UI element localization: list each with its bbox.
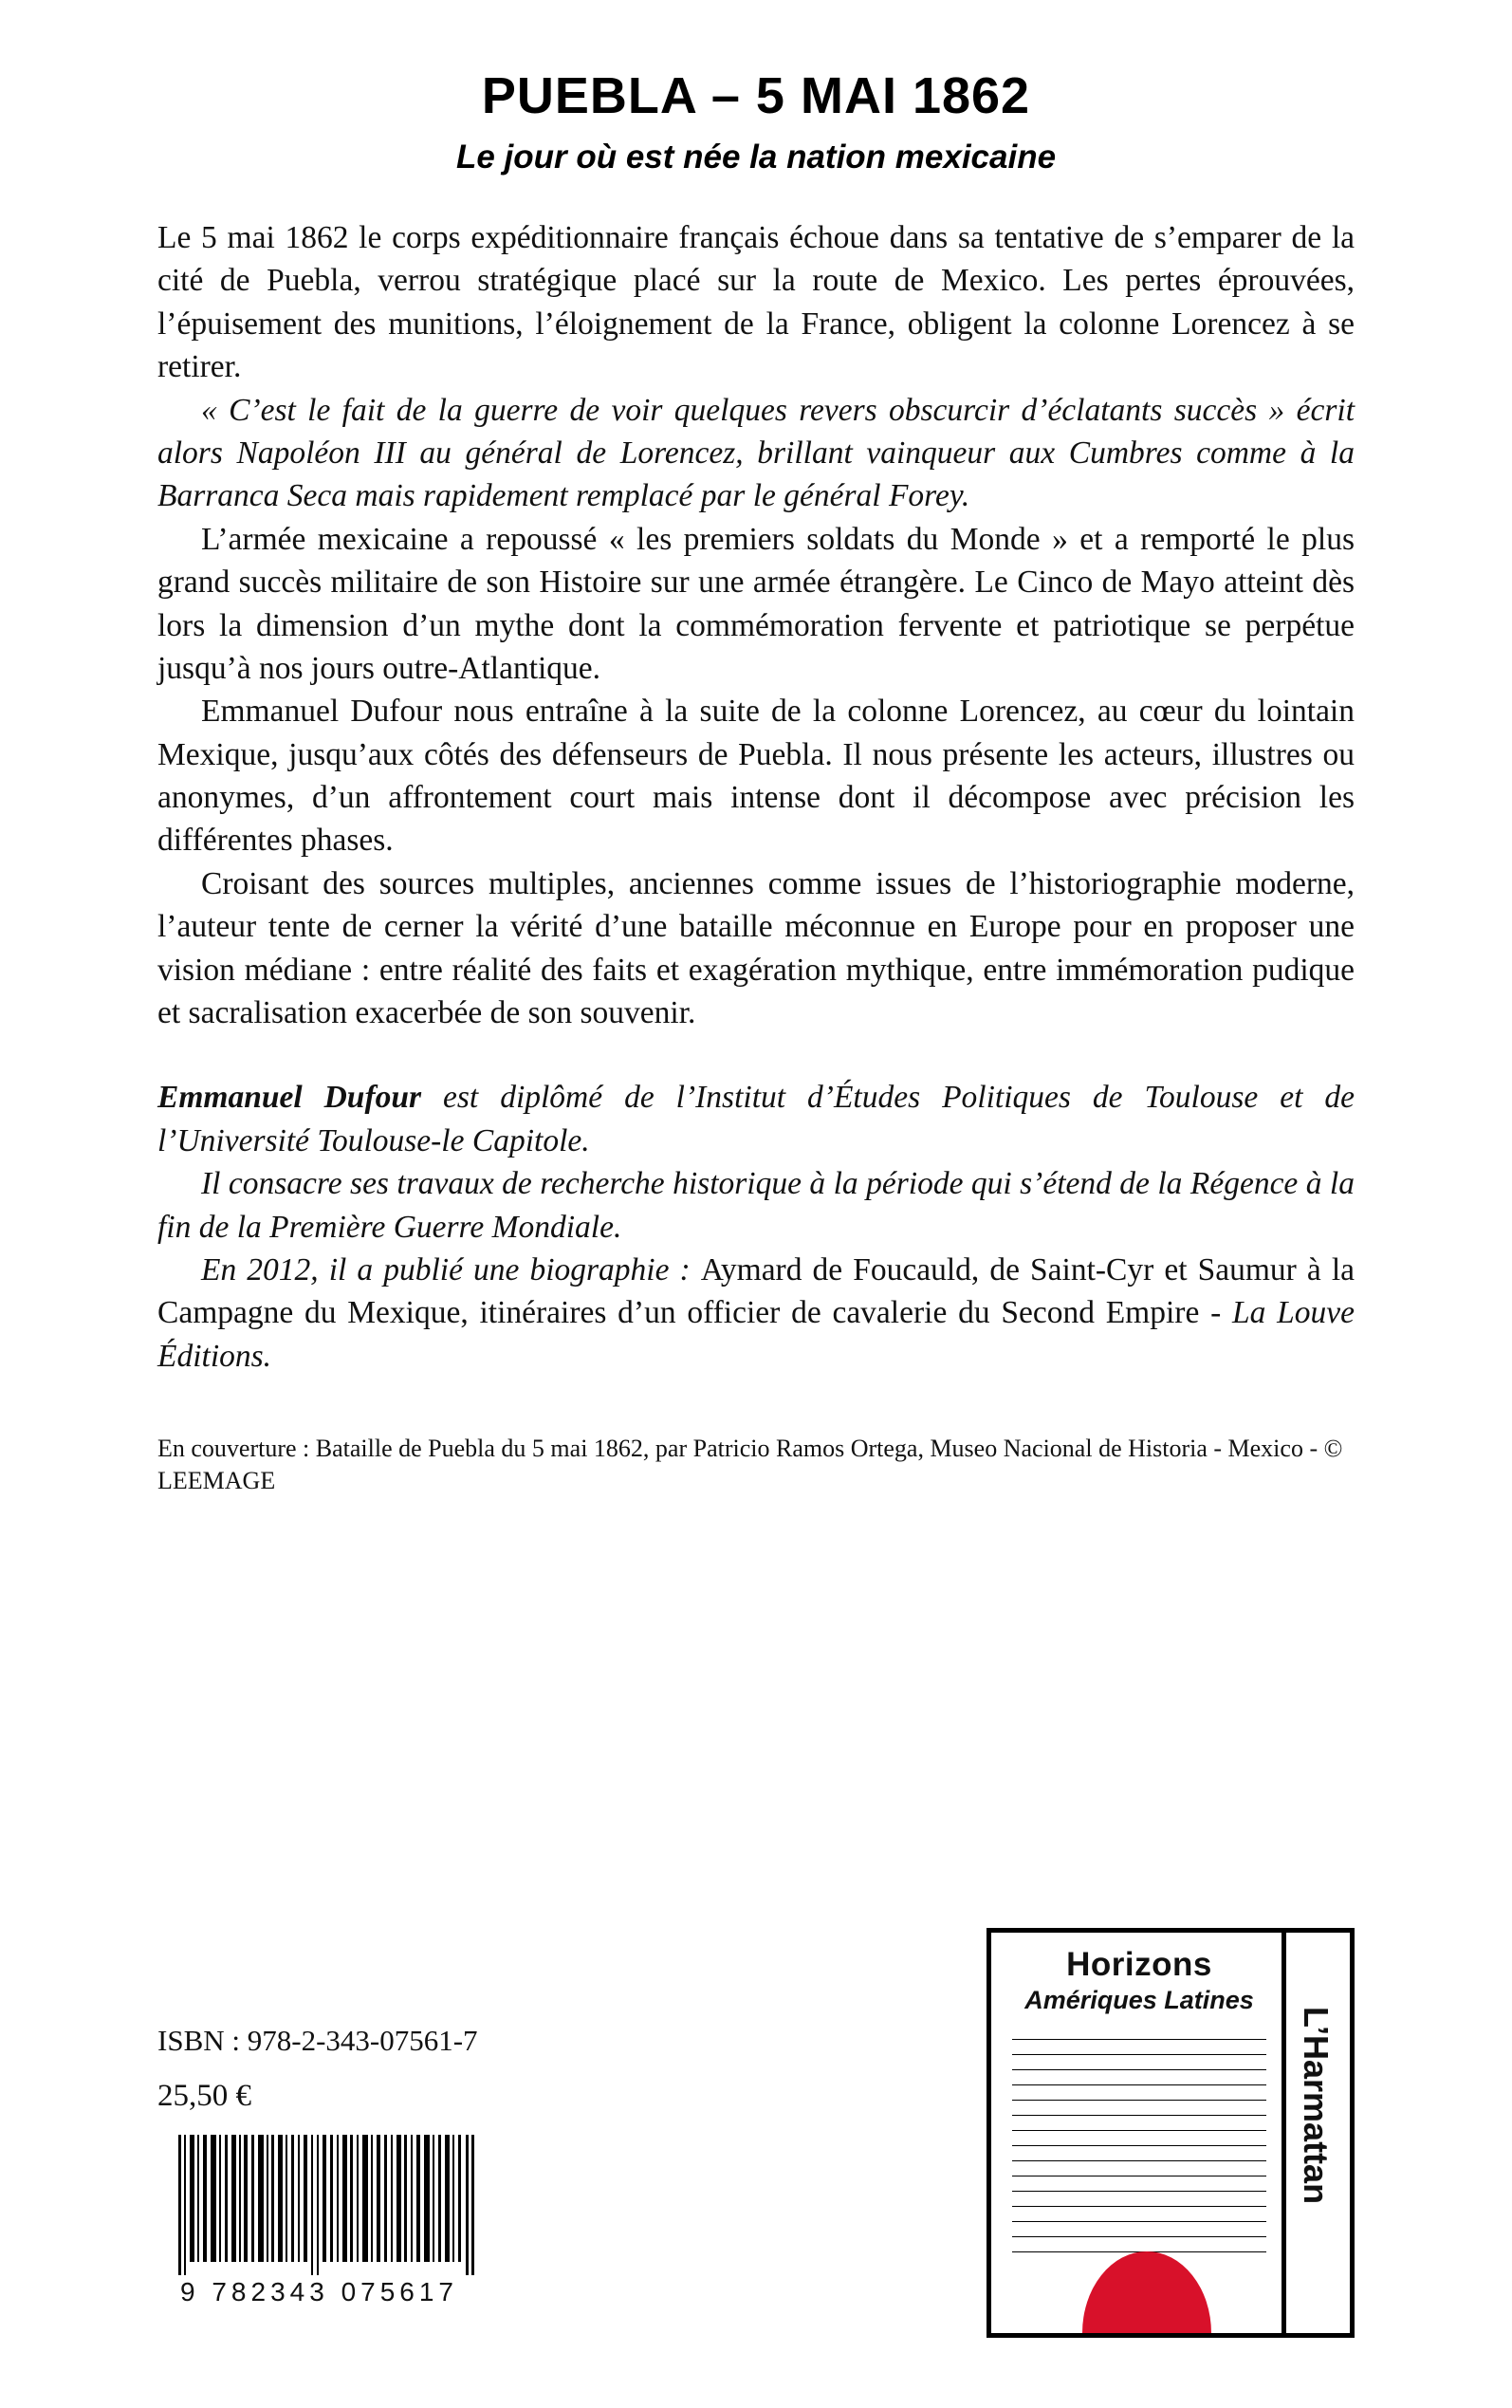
author-bio-line-3: [157, 1249, 1355, 1378]
logo-lines-decoration: [1012, 2039, 1266, 2278]
barcode-bars-icon: [176, 2135, 480, 2275]
blurb-paragraph-4-text: Emmanuel Dufour nous entraîne à la suite de la colonne Lorencez, au cœur du lointain Mexique, jusqu’aux côtés des défenseurs de Puebla. Il nous présente les acteurs, illustres ou anonymes, d’un affrontement court mais intense dont il décompose avec précision les différentes phases.: [157, 694, 1355, 859]
author-bio-line-1-text: est diplômé de l’Institut d’Études Politiques de Toulouse et de l’Université Toulouse-le Capitole.: [157, 1080, 1355, 1158]
main-text-column: [157, 66, 1355, 1497]
author-bio-line-3-italic: En 2012, il a publié une biographie :: [201, 1251, 701, 1287]
blurb-paragraph-5-text: Croisant des sources multiples, anciennes comme issues de l’historiographie moderne, l’auteur tente de cerner la vérité d’une bataille méconnue en Europe pour en proposer une vision médiane : entre réalité des faits et exagération mythique, entre immémoration pudique et sacralisation exacerbée de son souvenir.: [157, 865, 1355, 1031]
author-bio-line-2: [157, 1162, 1355, 1249]
barcode-number: 9 782343 075617: [180, 2277, 458, 2306]
blurb-paragraph-2: [157, 389, 1355, 518]
collection-subtitle: Amériques Latines: [1024, 1986, 1254, 2014]
price-text: 25,50 €: [157, 2078, 251, 2113]
author-bio-line-3-end: La Louve Éditions.: [157, 1295, 1355, 1374]
blurb-paragraph-3: [157, 518, 1355, 691]
publisher-logo-main: [991, 1933, 1287, 2333]
blurb-paragraph-4: [157, 690, 1355, 862]
collection-name: Horizons: [1066, 1946, 1212, 1983]
author-bio-line-3-roman: Aymard de Foucauld, de Saint-Cyr et Saumur à la Campagne du Mexique, itinéraires d’un officier de cavalerie du Second Empire -: [157, 1251, 1355, 1331]
publisher-logo: [986, 1928, 1355, 2338]
blurb-text: [157, 216, 1355, 1034]
author-bio-line-1: [157, 1076, 1355, 1162]
cover-credit: En couverture : Bataille de Puebla du 5 mai 1862, par Patricio Ramos Ortega, Museo Nacional de Historia - Mexico - © LEEMAGE: [157, 1435, 1343, 1494]
isbn-text: ISBN : 978-2-343-07561-7: [157, 2024, 478, 2057]
page-subtitle: Le jour où est née la nation mexicaine: [455, 139, 1057, 176]
blurb-paragraph-3-text: L’armée mexicaine a repoussé « les premiers soldats du Monde » et a remporté le plus grand succès militaire de son Histoire sur une armée étrangère. Le Cinco de Mayo atteint dès lors la dimension d’un mythe dont la commémoration fervente et patriotique se perpétue jusqu’à nos jours outre-Atlantique.: [157, 521, 1355, 686]
publisher-name-sidebar: [1282, 1933, 1350, 2333]
page-title: PUEBLA – 5 MAI 1862: [481, 67, 1031, 124]
barcode: [176, 2135, 489, 2307]
publisher-name: L’Harmattan: [1297, 2007, 1336, 2205]
blurb-paragraph-2-text: « C’est le fait de la guerre de voir quelques revers obscurcir d’éclatants succès » écrit alors Napoléon III au général de Lorencez, brillant vainqueur aux Cumbres comme à la Barranca Seca mais rapidement remplacé par le général Forey.: [157, 392, 1355, 514]
blurb-paragraph-1-text: Le 5 mai 1862 le corps expéditionnaire français échoue dans sa tentative de s’emparer de la cité de Puebla, verrou stratégique placé sur la route de Mexico. Les pertes éprouvées, l’épuisement des munitions, l’éloignement de la France, obligent la colonne Lorencez à se retirer.: [157, 220, 1355, 385]
author-bio-line-2-text: Il consacre ses travaux de recherche historique à la période qui s’étend de la Régence à la fin de la Première Guerre Mondiale.: [157, 1166, 1355, 1245]
isbn-block: [157, 2019, 478, 2120]
blurb-paragraph-5: [157, 862, 1355, 1035]
blurb-paragraph-1: [157, 216, 1355, 389]
author-bio: [157, 1076, 1355, 1378]
author-name: Emmanuel Dufour: [157, 1080, 422, 1116]
